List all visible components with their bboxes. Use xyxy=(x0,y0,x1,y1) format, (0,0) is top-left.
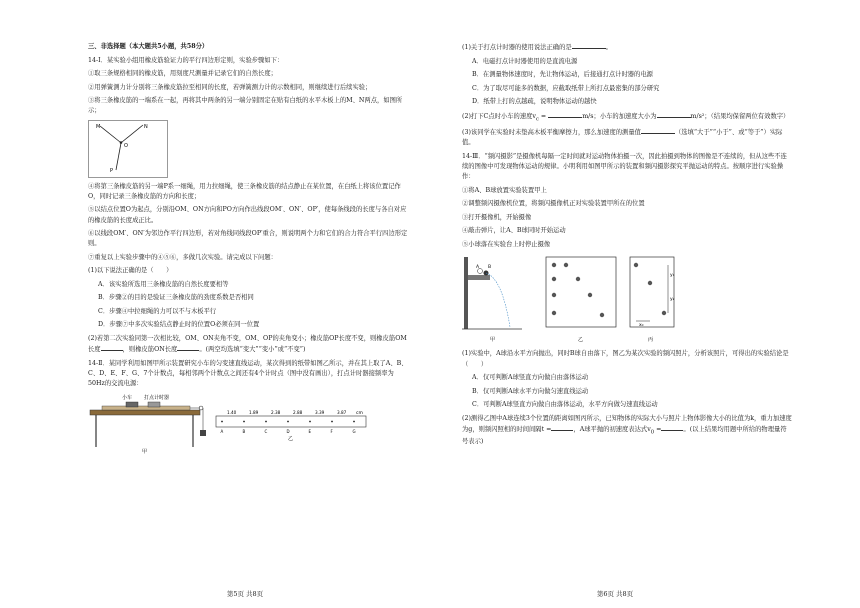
option-a: A．仅可判断A球竖直方向做自由落体运动 xyxy=(472,374,589,382)
label-x0: x₀ xyxy=(639,323,644,329)
r6-text-a: (2)测得乙图中A球连续3个位置的距离如图丙所示，已知物体的实际大小与照片上物体影像大小的比值为k，重力加速度为g，则频闪照相的时间间隔t = xyxy=(462,414,792,433)
page-footer: 第6页 共8页 xyxy=(596,590,634,598)
tape-dot xyxy=(221,421,223,423)
tape-point-label: G xyxy=(352,429,356,435)
tape-point-label: B xyxy=(242,429,246,435)
paragraph: ⑥以线段OM′、ON′为邻边作平行四边形，若对角线同线段OP′重合，则说明两个力和它们的合力符合平行四边形定则。 xyxy=(88,230,408,248)
answer-blank xyxy=(661,424,683,431)
step: ④敲击弹片，让A、B球同时开始运动 xyxy=(462,227,566,235)
label-b: B xyxy=(488,265,492,271)
r6-text-c: = xyxy=(654,425,662,433)
strobe-ball xyxy=(588,293,592,297)
paragraph: ①取三条规格相同的橡皮筋，用刻度尺测量并记录它们的自然长度； xyxy=(88,70,277,77)
tape-segment-value: 2.88 xyxy=(293,410,303,416)
question-r6 xyxy=(462,414,792,448)
question-r5: (1)实验中，A球沿水平方向抛出，同时B球自由落下，图乙为某次实验的频闪照片，分析该照片，可得出的实验结论是（ ） xyxy=(462,350,789,368)
tape-dot xyxy=(331,421,333,423)
tape-segment-value: 1.40 xyxy=(227,410,237,416)
strobe-ball xyxy=(552,311,556,315)
tape-point-label: E xyxy=(308,429,312,435)
r6-text-b: ，A球平抛的初速度表达式v xyxy=(573,425,651,433)
q2-text-b: ，则橡皮筋ON长度 xyxy=(122,346,178,354)
label-jia: 甲 xyxy=(142,449,148,455)
strobe-ball xyxy=(576,277,580,281)
label-o: O xyxy=(124,142,128,149)
label-a: A xyxy=(476,265,480,271)
projectile-figure xyxy=(462,253,792,345)
label-car: 小车 xyxy=(122,395,133,402)
tape-segment-value: 1.89 xyxy=(249,410,259,416)
r2-text-a: (2)打下C点时小车的速度v xyxy=(462,112,536,120)
step: ⑤小球落在实验台上时停止摄像 xyxy=(462,240,551,248)
step: ①将A、B球放置实验装置甲上 xyxy=(462,186,547,194)
paragraph: ②用弹簧测力计分别将三条橡皮筋拉至相同的长度，若弹簧测力计的示数相同，则继续进行后续实验； xyxy=(88,83,372,91)
label-y1: y₁ xyxy=(670,273,675,279)
answer-blank xyxy=(177,344,199,351)
cart-tape-diagram xyxy=(88,392,408,454)
projectile-diagram xyxy=(462,253,792,345)
paragraph: 14-Ⅰ．某实验小组用橡皮筋验证力的平行四边形定则，实验步骤如下： xyxy=(88,56,284,64)
paragraph: 14-Ⅱ．某同学利用如图甲所示装置研究小车的匀变速直线运动，某次得到的纸带如图乙所示，并在其上取了A、B、C、D、E、F、G、7个计数点，每相邻两个计数点之间还有4个计时点（图中没有画出），打点计时器接频率为50Hz的交流电源： xyxy=(88,359,408,387)
tape-unit: cm xyxy=(356,411,363,417)
answer-blank xyxy=(101,344,123,351)
left-column xyxy=(88,42,408,458)
tape-dot xyxy=(287,421,289,423)
tape-point-label: C xyxy=(264,429,268,435)
tape-segment-value: 3.87 xyxy=(337,410,347,416)
rubber-band-diagram xyxy=(88,120,168,178)
paragraph: ⑦重复以上实验步骤中的④⑤⑥，多做几次实验。请完成以下问题： xyxy=(88,253,277,261)
answer-blank xyxy=(641,127,675,134)
page-footer: 第5页 共8页 xyxy=(226,590,264,598)
strobe-ball xyxy=(564,263,568,267)
option-d: D．纸带上打的点越疏，说明物体运动的越快 xyxy=(472,98,597,105)
strobe-ball xyxy=(552,293,556,297)
label-yi: 乙 xyxy=(288,436,294,443)
label-yi: 乙 xyxy=(578,337,584,344)
question-2 xyxy=(88,334,408,355)
tape-dot xyxy=(309,421,311,423)
strobe-ball xyxy=(552,263,556,267)
label-n: N xyxy=(144,123,148,130)
strobe-ball xyxy=(552,277,556,281)
label-p: P xyxy=(110,167,114,174)
option-a: A．电磁打点计时器使用的是直流电源 xyxy=(472,57,578,65)
section-heading: 三、非选择题（本大题共5小题，共58分） xyxy=(88,43,209,50)
answer-blank xyxy=(572,42,606,49)
cart-tape-figure xyxy=(88,392,408,454)
r6-text-d: 。(以上结果均用题中所给的物理量符号表示) xyxy=(462,425,787,446)
r6-subscript: 0 xyxy=(650,429,655,436)
question-r2 xyxy=(462,111,792,124)
question-r1 xyxy=(462,42,792,53)
question-r3 xyxy=(462,127,792,148)
answer-blank xyxy=(657,111,691,118)
strobe-dots xyxy=(552,263,604,317)
r2-text-b: = xyxy=(538,112,549,120)
option-a: A．该实验所选用三条橡皮筋的自然长度要相等 xyxy=(98,280,229,288)
label-bing: 丙 xyxy=(648,337,654,344)
option-b: B．步骤②的目的是验证三条橡皮筋的劲度系数是否相同 xyxy=(98,294,254,302)
answer-blank xyxy=(551,424,573,431)
r3-text-a: (3)该同学在实验时未垫高木板平衡摩擦力，那么加速度的测量值 xyxy=(462,129,641,137)
paragraph: ④将第三条橡皮筋的另一端P系一细绳，用力拉细绳，使三条橡皮筋的结点静止在某位置，在白纸上将该位置记作O，同时记录三条橡皮筋的方向和长度； xyxy=(88,182,401,200)
rubber-band-figure xyxy=(88,120,408,178)
option-b: B．在测量物体速度时，先让物体运动，后接通打点计时器的电源 xyxy=(472,71,653,78)
r2-text-d: m/s²；（结果均保留两位有效数字） xyxy=(690,112,790,120)
option-c: C．可判断A球竖直方向做自由落体运动，水平方向做匀速直线运动 xyxy=(472,401,658,409)
q2-text-c: 。(两空均选填“变大”“变小”或“不变”) xyxy=(199,346,306,354)
r1-text: (1)关于打点计时器的使用说法正确的是 xyxy=(462,44,572,51)
right-page xyxy=(430,0,860,608)
label-y2: y₂ xyxy=(670,297,675,303)
step: ②调整频闪摄像机位置，将频闪摄像机正对实验装置甲所在的位置 xyxy=(462,200,645,208)
tape-values xyxy=(227,410,347,415)
right-column xyxy=(462,42,792,451)
tape-point-label: A xyxy=(220,429,224,435)
tape-dot xyxy=(353,421,355,423)
r2-subscript: c xyxy=(535,115,539,122)
tape-dot xyxy=(265,421,267,423)
q2-text-a: (2)若第二次实验同第一次相比较，OM、ON夹角不变，OM、OP的夹角变小；橡皮筋OP长度不变，则橡皮筋OM长度 xyxy=(88,334,407,354)
tape-segment-value: 3.39 xyxy=(315,410,325,416)
paragraph: ③将三条橡皮筋的一端系在一起，再将其中两条的另一端分别固定在贴有白纸的水平木板上的M、N两点，如图所示； xyxy=(88,97,403,115)
r1-end: 。 xyxy=(605,44,612,51)
tape-dot xyxy=(243,421,245,423)
r2-text-c: m/s；小车的加速度大小为 xyxy=(582,112,657,120)
option-c: C．为了取尽可能多的数据，应截取纸带上所打点最密集的部分研究 xyxy=(472,84,660,92)
option-c: C．步骤④中拉细绳的力可以不与木板平行 xyxy=(98,307,217,315)
step: ③打开摄像机，开始摄像 xyxy=(462,213,532,221)
label-timer: 打点计时器 xyxy=(144,395,170,402)
paragraph: ⑤以结点位置O为起点，分别沿OM、ON方向和PO方向作出线段OM′、ON′、OP′，使每条线段的长度与各自对应的橡皮筋的长度成正比。 xyxy=(88,206,407,224)
option-d: D．步骤⑦中多次实验结点静止时的位置O必须在同一位置 xyxy=(98,321,260,329)
strobe-ball xyxy=(600,313,604,317)
label-m: M xyxy=(96,123,101,130)
answer-blank xyxy=(548,111,582,118)
tape-segment-value: 2.38 xyxy=(271,410,281,416)
label-jia: 甲 xyxy=(490,337,496,344)
r3-text-b: （选填“大于”“小于”、或“等于”）实际值。 xyxy=(462,129,783,147)
option-b: B．仅可判断A球水平方向做匀速直线运动 xyxy=(472,387,589,395)
tape-point-label: F xyxy=(330,429,333,435)
question-1: (1)以下说法正确的是（ ） xyxy=(88,267,173,275)
paragraph: 14-Ⅲ．“频闪摄影”是摄像机每隔一定时间就对运动物体拍摄一次，因此拍摄到物体的图像是不连续的，但从这些不连续的图像中可发现物体运动的规律。小明利用如图甲所示的装置和频闪摄影探究平抛运动的特点。按顺序进行实验操作： xyxy=(462,152,787,181)
tape-point-label: D xyxy=(286,429,290,435)
